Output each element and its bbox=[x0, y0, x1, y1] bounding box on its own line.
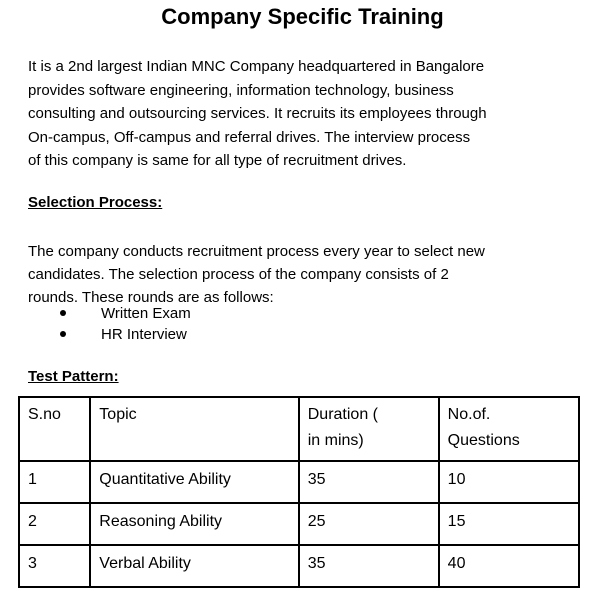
table-row bbox=[19, 503, 579, 545]
cell-sno: 3 bbox=[19, 545, 90, 587]
round-label: Written Exam bbox=[101, 305, 191, 322]
rounds-list bbox=[60, 303, 191, 345]
cell-questions: 10 bbox=[439, 461, 579, 503]
selection-process-text: The company conducts recruitment process every year to select new candidates. The selection process of the company consists of 2 rounds. These rounds are as follows: bbox=[28, 243, 485, 306]
table-row bbox=[19, 461, 579, 503]
cell-duration: 35 bbox=[299, 545, 439, 587]
cell-topic: Verbal Ability bbox=[90, 545, 298, 587]
cell-topic: Reasoning Ability bbox=[90, 503, 298, 545]
header-duration: Duration ( in mins) bbox=[299, 397, 439, 461]
list-item bbox=[60, 303, 191, 324]
cell-duration: 35 bbox=[299, 461, 439, 503]
cell-questions: 40 bbox=[439, 545, 579, 587]
page-title: Company Specific Training bbox=[161, 4, 444, 29]
cell-sno: 1 bbox=[19, 461, 90, 503]
header-topic: Topic bbox=[90, 397, 298, 461]
cell-questions: 15 bbox=[439, 503, 579, 545]
header-sno: S.no bbox=[19, 397, 90, 461]
test-pattern-table bbox=[18, 396, 580, 588]
cell-duration: 25 bbox=[299, 503, 439, 545]
cell-topic: Quantitative Ability bbox=[90, 461, 298, 503]
cell-sno: 2 bbox=[19, 503, 90, 545]
intro-paragraph: It is a 2nd largest Indian MNC Company headquartered in Bangalore provides software engineering, information technology, business consulting and outsourcing services. It recruits its employees through On-campus, Off-campus and referral drives. The interview process of this company is same for all type of recruitment drives. bbox=[28, 58, 487, 169]
bullet-icon bbox=[60, 331, 66, 337]
table-row bbox=[19, 545, 579, 587]
header-questions: No.of. Questions bbox=[439, 397, 579, 461]
selection-process-heading: Selection Process: bbox=[28, 194, 163, 211]
bullet-icon bbox=[60, 310, 66, 316]
test-pattern-heading: Test Pattern: bbox=[28, 368, 119, 385]
round-label: HR Interview bbox=[101, 326, 187, 343]
table-header-row bbox=[19, 397, 579, 461]
list-item bbox=[60, 324, 191, 345]
